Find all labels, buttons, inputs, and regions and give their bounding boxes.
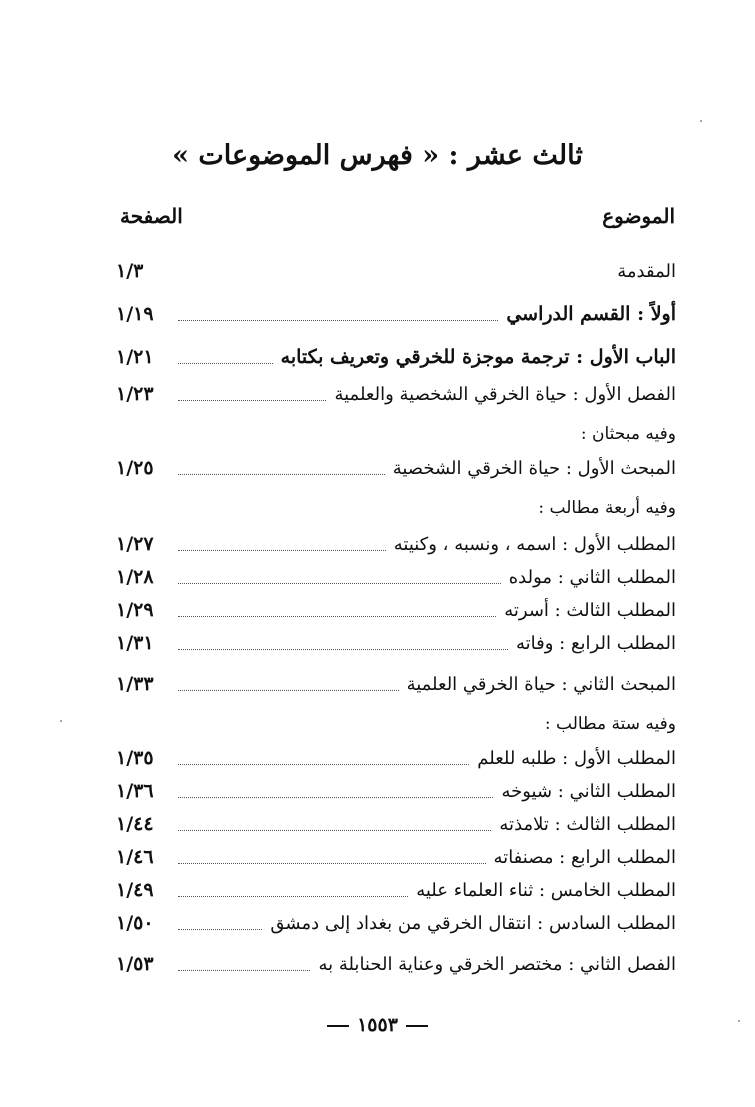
toc-entry-title: الفصل الأول : حياة الخرقي الشخصية والعلمية [334,383,676,405]
dot-leader [178,363,273,364]
dot-leader [178,896,408,897]
toc-entry [116,775,676,807]
toc-entry [116,594,676,626]
toc-entry-page: ١/٤٦ [116,846,154,868]
toc-entry-title: الباب الأول : ترجمة موجزة للخرقي وتعريف بكتابه [280,346,676,368]
page-footer [0,1014,755,1036]
toc-entry [116,255,676,287]
toc-entry-page: ١/١٩ [116,303,154,325]
toc-entry-title: المطلب الثاني : شيوخه [501,780,676,802]
toc-entry-title: المطلب الثالث : تلامذته [499,813,676,835]
dot-leader [178,970,310,971]
toc-entry-title: المطلب الأول : طلبه للعلم [477,747,676,769]
dot-leader [178,583,501,584]
toc-entry [116,708,676,740]
toc-entry-page: ١/٢٥ [116,457,154,479]
toc-entry [116,341,676,373]
toc-entry-page: ١/٣٦ [116,780,154,802]
toc-entry [116,418,676,450]
dot-leader [178,474,385,475]
toc-entry-page: ١/٢٧ [116,533,154,555]
dot-leader [178,863,486,864]
toc-entry-title: أولاً : القسم الدراسي [506,303,676,325]
toc-entry-page: ١/٣٥ [116,747,154,769]
dot-leader [178,797,493,798]
page-column-header: الصفحة [120,204,183,228]
toc-entry-title: وفيه أربعة مطالب : [538,498,676,518]
toc-entry-page: ١/٥٣ [116,953,154,975]
topic-column-header: الموضوع [602,204,675,228]
toc-entry [116,841,676,873]
page-number: ١٥٥٣ [357,1014,398,1036]
toc-entry-page: ١/٣ [116,260,144,282]
dot-leader [178,320,498,321]
toc-entry [116,298,676,330]
toc-entry [116,907,676,939]
toc-entry-page: ١/٢٨ [116,566,154,588]
toc-entry-title: وفيه ستة مطالب : [544,714,676,734]
toc-entry-title: المقدمة [617,260,676,282]
dot-leader [178,616,496,617]
toc-entry-title: المطلب السادس : انتقال الخرقي من بغداد إلى دمشق [270,912,676,934]
scan-speck [738,1020,740,1022]
toc-entry [116,378,676,410]
toc-entry [116,561,676,593]
toc-entry-page: ١/٤٩ [116,879,154,901]
toc-entry-title: المبحث الأول : حياة الخرقي الشخصية [392,457,676,479]
toc-entry-page: ١/٣٣ [116,673,154,695]
toc-entry-title: المبحث الثاني : حياة الخرقي العلمية [406,673,676,695]
toc-entry-title: المطلب الخامس : ثناء العلماء عليه [416,879,676,901]
toc-entry [116,874,676,906]
scan-speck [60,720,62,722]
toc-entry-title: وفيه مبحثان : [580,424,676,444]
dot-leader [178,764,469,765]
toc-entry-title: الفصل الثاني : مختصر الخرقي وعناية الحنابلة به [318,953,676,975]
toc-entry [116,528,676,560]
toc-entry [116,492,676,524]
scan-speck [700,120,702,122]
toc-entry [116,627,676,659]
footer-dash-left [327,1025,349,1027]
toc-entry-title: المطلب الثالث : أسرته [504,599,676,621]
dot-leader [178,400,326,401]
toc-entry-title: المطلب الثاني : مولده [508,566,676,588]
toc-entry-page: ١/٣١ [116,632,154,654]
toc-entry-page: ١/٢١ [116,346,154,368]
toc-entry [116,948,676,980]
toc-entry-title: المطلب الرابع : وفاته [516,632,676,654]
toc-entry [116,668,676,700]
toc-entry-page: ١/٢٩ [116,599,154,621]
toc-entry-page: ١/٥٠ [116,912,154,934]
toc-entry-page: ١/٢٣ [116,383,154,405]
dot-leader [178,690,399,691]
footer-dash-right [406,1025,428,1027]
toc-entry-title: المطلب الرابع : مصنفاته [493,846,676,868]
dot-leader [178,649,508,650]
toc-entry [116,808,676,840]
toc-entry [116,452,676,484]
dot-leader [178,830,491,831]
page-title: ثالث عشر : « فهرس الموضوعات » [172,140,583,171]
toc-entry [116,742,676,774]
toc-entry-page: ١/٤٤ [116,813,154,835]
dot-leader [178,929,262,930]
dot-leader [178,550,386,551]
toc-entry-title: المطلب الأول : اسمه ، ونسبه ، وكنيته [393,533,676,555]
